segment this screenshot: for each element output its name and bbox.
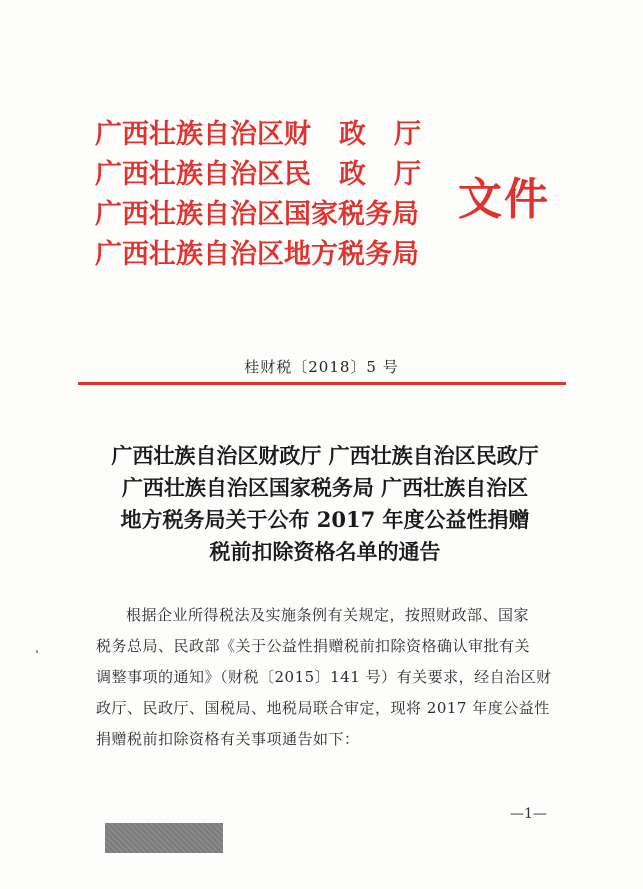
issuer-finance: [95, 115, 435, 155]
issuer-civil-text-2: 政: [339, 159, 366, 190]
issuer-list: [95, 115, 435, 275]
body-line: 调整事项的通知》（财税〔2015〕141 号）有关要求，经自治区财: [96, 668, 552, 686]
issuer-finance-text-2: 政: [339, 119, 366, 150]
issuer-local-tax: [95, 235, 435, 275]
page-number: —1—: [510, 806, 547, 822]
body-text: [96, 600, 568, 755]
red-divider: [78, 382, 566, 385]
redaction-block: [105, 823, 223, 853]
body-line: 捐赠税前扣除资格有关事项通告如下：: [96, 730, 360, 748]
issuer-local-tax-text: 广西壮族自治区地方税务局: [95, 239, 419, 270]
document-type-label: 文件: [458, 174, 550, 225]
issuer-civil-affairs: [95, 155, 435, 195]
issuer-civil-text: 广西壮族自治区民: [95, 159, 311, 190]
scan-speck: [36, 650, 38, 653]
title-line: 广西壮族自治区财政厅 广西壮族自治区民政厅: [111, 443, 539, 468]
issuer-state-tax: [95, 195, 435, 235]
body-line: 政厅、民政厅、国税局、地税局联合审定，现将 2017 年度公益性: [96, 699, 550, 717]
issuer-state-tax-text: 广西壮族自治区国家税务局: [95, 199, 419, 230]
title-line: 地方税务局关于公布 2017 年度公益性捐赠: [120, 507, 530, 532]
document-number: 桂财税〔2018〕5 号: [244, 358, 399, 376]
title-line: 广西壮族自治区国家税务局 广西壮族自治区: [121, 475, 529, 500]
body-line: 税务总局、民政部《关于公益性捐赠税前扣除资格确认审批有关: [96, 637, 531, 655]
issuer-finance-text: 广西壮族自治区财: [95, 119, 311, 150]
title-line: 税前扣除资格名单的通告: [209, 539, 441, 564]
document-title: [60, 440, 590, 568]
issuer-civil-text-3: 厅: [394, 159, 421, 190]
body-line: 根据企业所得税法及实施条例有关规定，按照财政部、国家: [126, 606, 530, 624]
issuer-finance-text-3: 厅: [394, 119, 421, 150]
